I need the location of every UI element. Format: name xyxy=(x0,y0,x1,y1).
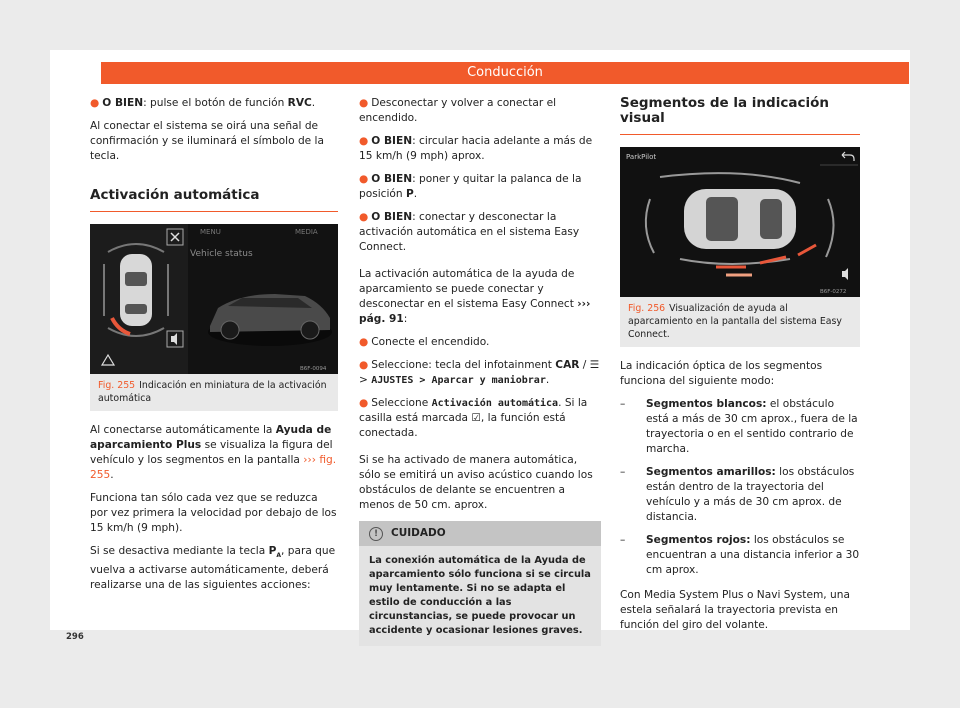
column-2 xyxy=(359,96,601,646)
figure-code: B6F-0272 xyxy=(820,289,847,295)
media-label: MEDIA xyxy=(295,228,318,236)
parkpilot-label: ParkPilot xyxy=(626,153,657,161)
dash-item: – Segmentos blancos: el obstáculo está a más de 30 cm aprox., fuera de la trayectoria o en el sentido contrario de marcha. xyxy=(620,398,858,455)
figure-code: B6F-0094 xyxy=(300,366,327,372)
section-heading: Segmentos de la indicación visual xyxy=(620,90,860,135)
bullet-rvc: ● O BIEN: pulse el botón de función RVC. xyxy=(90,97,316,109)
bullet-item: ● Conecte el encendido. xyxy=(359,336,490,348)
column-3 xyxy=(620,90,860,641)
checkbox-icon: ☑ xyxy=(471,412,481,424)
manual-page xyxy=(50,50,910,642)
paragraph: La activación automática de la ayuda de aparcamiento se puede conectar y desconectar en el sistema Easy Connect ››› pág. 91: xyxy=(359,268,591,325)
figure-caption: Fig. 255 Indicación en miniatura de la activación automática xyxy=(90,374,338,411)
park-key-icon: $P_A$ xyxy=(268,545,282,560)
parkpilot-screen xyxy=(620,147,860,297)
paragraph: La indicación óptica de los segmentos funciona del siguiente modo: xyxy=(620,360,823,387)
paragraph: Al conectarse automáticamente la Ayuda de aparcamiento Plus se visualiza la figura del vehículo y los segmentos en la pantalla ››› fig. 255. xyxy=(90,424,337,481)
menu-icon: ☰ xyxy=(589,359,600,371)
paragraph: Con Media System Plus o Navi System, una estela señalará la trayectoria prevista en función del giro del volante. xyxy=(620,589,850,631)
figure-caption: Fig. 256 Visualización de ayuda al aparcamiento en la pantalla del sistema Easy Connect. xyxy=(620,297,860,347)
figure-256 xyxy=(620,147,860,297)
info-icon: ! xyxy=(369,527,383,541)
paragraph: Al conectar el sistema se oirá una señal de confirmación y se iluminará el símbolo de la tecla. xyxy=(90,120,324,162)
figure-reference-link[interactable]: ››› fig. 255 xyxy=(90,454,337,481)
bullet-item: ● O BIEN: conectar y desconectar la activación automática en el sistema Easy Connect. xyxy=(359,211,580,253)
bullet-item: ● Desconectar y volver a conectar el encendido. xyxy=(359,97,557,124)
bullet-item: ● Seleccione Activación automática. Si la casilla está marcada ☑, la función está conectada. xyxy=(359,397,588,439)
figure-255 xyxy=(90,224,338,374)
vehicle-status-label: Vehicle status xyxy=(190,249,253,259)
section-heading: Activación automática xyxy=(90,182,338,212)
paragraph: Funciona tan sólo cada vez que se reduzca por vez primera la velocidad por debajo de los 15 km/h (9 mph). xyxy=(90,492,337,534)
menu-label: MENU xyxy=(200,228,221,236)
page-reference-link[interactable]: ››› pág. 91 xyxy=(359,298,591,325)
screen-illustration xyxy=(90,224,338,374)
bullet-item: ● Seleccione: tecla del infotainment CAR / ☰ > AJUSTES > Aparcar y maniobrar. xyxy=(359,359,600,386)
caution-header: ! CUIDADO xyxy=(359,521,601,546)
caution-box xyxy=(359,521,601,646)
column-1 xyxy=(90,96,338,601)
car-key-label: CAR xyxy=(555,359,580,371)
dash-item: – Segmentos rojos: los obstáculos se encuentran a una distancia inferior a 30 cm aprox. xyxy=(620,534,860,576)
dash-item: – Segmentos amarillos: los obstáculos están dentro de la trayectoria del vehículo y a más de 30 cm aprox. de distancia. xyxy=(620,466,855,523)
caution-text: La conexión automática de la Ayuda de aparcamiento sólo funciona si se circula muy lentamente. Si no se adapta el estilo de conducción a las circunstancias, se puede provocar un accidente y ocasionar lesiones graves. xyxy=(369,555,591,636)
page-number: 296 xyxy=(66,632,84,642)
bullet-item: ● O BIEN: circular hacia adelante a más de 15 km/h (9 mph) aprox. xyxy=(359,135,593,162)
paragraph: Si se desactiva mediante la tecla $P_A$, para que vuelva a activarse automáticamente, deberá realizarse una de las siguientes acciones: xyxy=(90,545,336,592)
bullet-item: ● O BIEN: poner y quitar la palanca de la posición P. xyxy=(359,173,582,200)
page-header: Conducción xyxy=(101,62,909,84)
paragraph: Si se ha activado de manera automática, sólo se emitirá un aviso acústico cuando los obstáculos de delante se encuentren a menos de 50 cm. aprox. xyxy=(359,454,593,511)
